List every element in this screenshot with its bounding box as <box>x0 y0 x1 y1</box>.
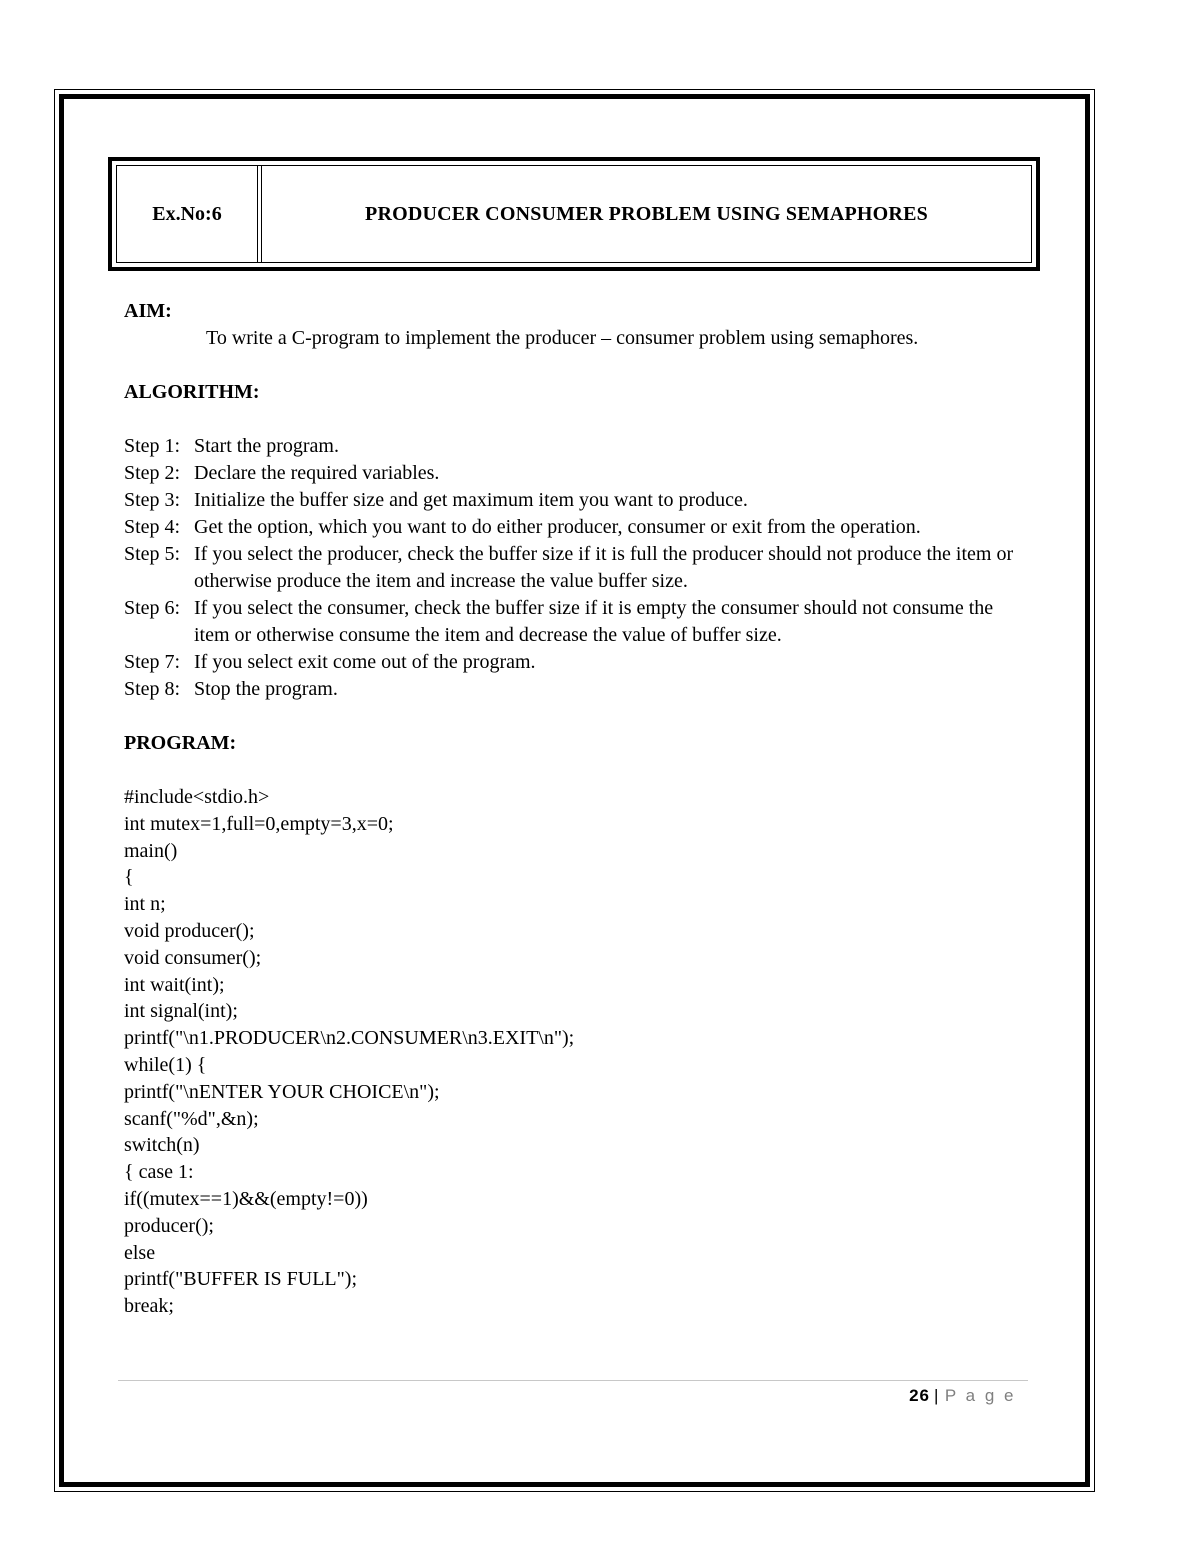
program-code <box>124 784 1024 1320</box>
exercise-number: Ex.No:6 <box>117 166 258 262</box>
algorithm-step <box>124 676 1024 703</box>
step-label: Step 5: <box>124 543 181 565</box>
step-label: Step 1: <box>124 435 181 457</box>
code-line: main() <box>124 839 178 862</box>
step-label: Step 6: <box>124 597 181 619</box>
code-line: break; <box>124 1295 174 1318</box>
title-box <box>108 157 1040 271</box>
step-text: If you select exit come out of the program. <box>194 651 536 673</box>
step-text: Initialize the buffer size and get maximum item you want to produce. <box>194 489 748 511</box>
code-line: { <box>124 866 134 889</box>
step-text: Stop the program. <box>194 678 338 700</box>
code-line: else <box>124 1241 156 1264</box>
title-table <box>116 165 1032 263</box>
algorithm-steps <box>124 433 1024 703</box>
step-label: Step 2: <box>124 462 181 484</box>
step-text: If you select the consumer, check the buffer size if it is empty the consumer should not consume the item or otherwise consume the item and decrease the value of buffer size. <box>194 597 994 646</box>
algorithm-step <box>124 541 1024 595</box>
code-line: int n; <box>124 893 166 916</box>
code-line: printf("\n1.PRODUCER\n2.CONSUMER\n3.EXIT\n"); <box>124 1027 575 1050</box>
exercise-title: PRODUCER CONSUMER PROBLEM USING SEMAPHORES <box>365 202 928 225</box>
aim-text: To write a C-program to implement the producer – consumer problem using semaphores. <box>206 327 919 349</box>
code-line: scanf("%d",&n); <box>124 1107 259 1130</box>
code-line: { case 1: <box>124 1161 194 1184</box>
algorithm-step <box>124 649 1024 676</box>
step-text: If you select the producer, check the buffer size if it is full the producer should not produce the item or otherwise produce the item and increase the value buffer size. <box>194 543 1014 592</box>
algorithm-step <box>124 595 1024 649</box>
code-line: int wait(int); <box>124 973 225 996</box>
code-line: #include<stdio.h> <box>124 786 270 808</box>
code-line: while(1) { <box>124 1053 207 1076</box>
code-line: producer(); <box>124 1214 214 1237</box>
algorithm-step <box>124 514 1024 541</box>
step-label: Step 8: <box>124 678 181 700</box>
step-label: Step 3: <box>124 489 181 511</box>
step-text: Get the option, which you want to do either producer, consumer or exit from the operation. <box>194 516 921 538</box>
algorithm-heading: ALGORITHM: <box>124 381 260 403</box>
code-line: printf("\nENTER YOUR CHOICE\n"); <box>124 1080 440 1103</box>
page-footer <box>909 1386 1016 1406</box>
code-line: void consumer(); <box>124 946 262 969</box>
code-line: if((mutex==1)&&(empty!=0)) <box>124 1187 368 1210</box>
code-line: switch(n) <box>124 1134 200 1157</box>
code-line: int mutex=1,full=0,empty=3,x=0; <box>124 812 394 835</box>
step-label: Step 4: <box>124 516 181 538</box>
step-text: Start the program. <box>194 435 339 457</box>
document-body <box>124 298 1024 1320</box>
code-line: int signal(int); <box>124 1000 238 1023</box>
footer-separator: | <box>934 1386 941 1405</box>
page-label: P a g e <box>944 1386 1016 1405</box>
algorithm-step <box>124 433 1024 460</box>
aim-heading: AIM: <box>124 300 172 322</box>
step-text: Declare the required variables. <box>194 462 440 484</box>
algorithm-step <box>124 460 1024 487</box>
code-line: void producer(); <box>124 919 255 942</box>
footer-rule <box>118 1380 1028 1381</box>
code-line: printf("BUFFER IS FULL"); <box>124 1268 358 1291</box>
step-label: Step 7: <box>124 651 181 673</box>
algorithm-step <box>124 487 1024 514</box>
page-number: 26 <box>909 1386 930 1405</box>
program-heading: PROGRAM: <box>124 732 237 754</box>
